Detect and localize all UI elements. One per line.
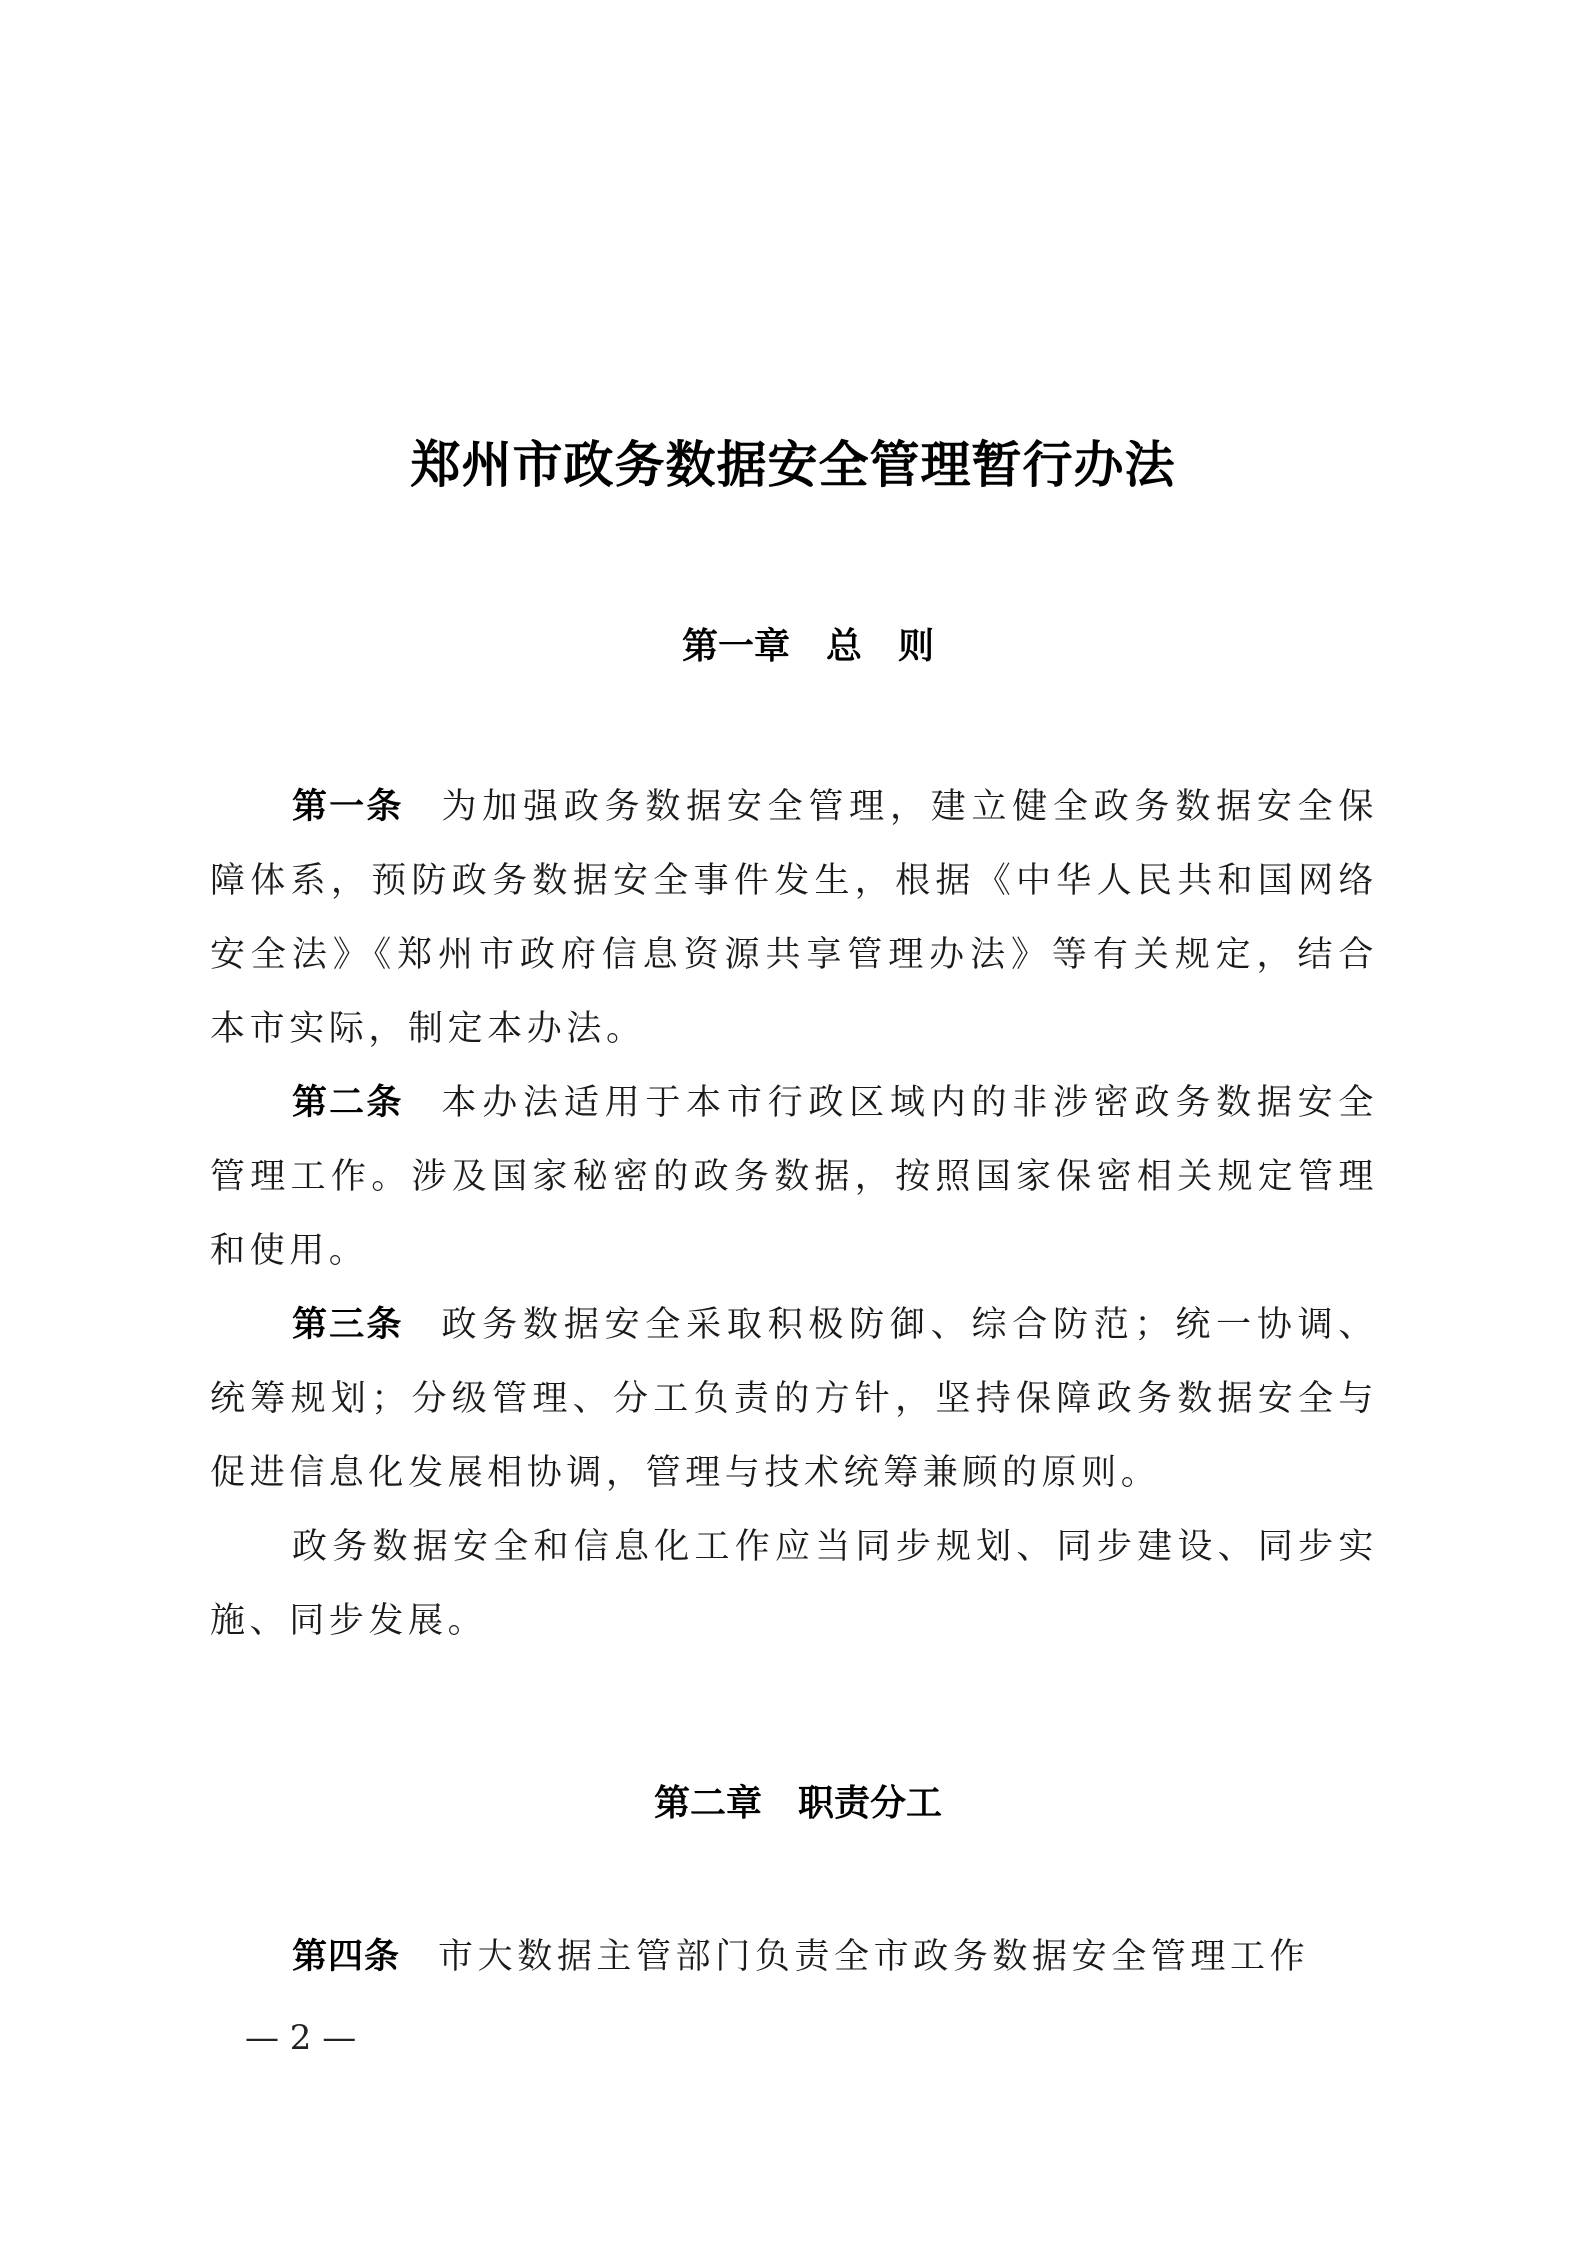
article-label: 第二条 [292,1083,404,1123]
article-label: 第三条 [292,1305,404,1345]
document-title: 郑州市政务数据安全管理暂行办法 [410,436,1176,494]
article-text: 政务数据安全和信息化工作应当同步规划、同步建设、同步实施、同步发展。 [210,1527,1378,1641]
article-3-paragraph-2 [210,1510,1378,1658]
article-4 [210,1920,1378,1994]
article-text: 为加强政务数据安全管理，建立健全政务数据安全保障体系，预防政务数据安全事件发生，根据《中华人民共和国网络安全法》《郑州市政府信息资源共享管理办法》等有关规定，结合本市实际，制定本办法。 [210,787,1378,1049]
article-label: 第一条 [292,787,404,827]
article-text: 市大数据主管部门负责全市政务数据安全管理工作 [438,1937,1310,1977]
article-text: 政务数据安全采取积极防御、综合防范；统一协调、统筹规划；分级管理、分工负责的方针，坚持保障政务数据安全与促进信息化发展相协调，管理与技术统筹兼顾的原则。 [210,1305,1378,1493]
article-text: 本办法适用于本市行政区域内的非涉密政务数据安全管理工作。涉及国家秘密的政务数据，按照国家保密相关规定管理和使用。 [210,1083,1378,1271]
chapter-1-heading: 第一章 总 则 [681,626,934,667]
article-label: 第四条 [292,1937,401,1977]
chapter-2-body [210,1920,1378,1994]
article-3 [210,1288,1378,1510]
chapter-1-body [210,770,1378,1658]
article-1 [210,770,1378,1066]
page-number: — 2 — [245,2018,357,2058]
chapter-2-heading: 第二章 职责分工 [653,1783,942,1824]
article-2 [210,1066,1378,1288]
